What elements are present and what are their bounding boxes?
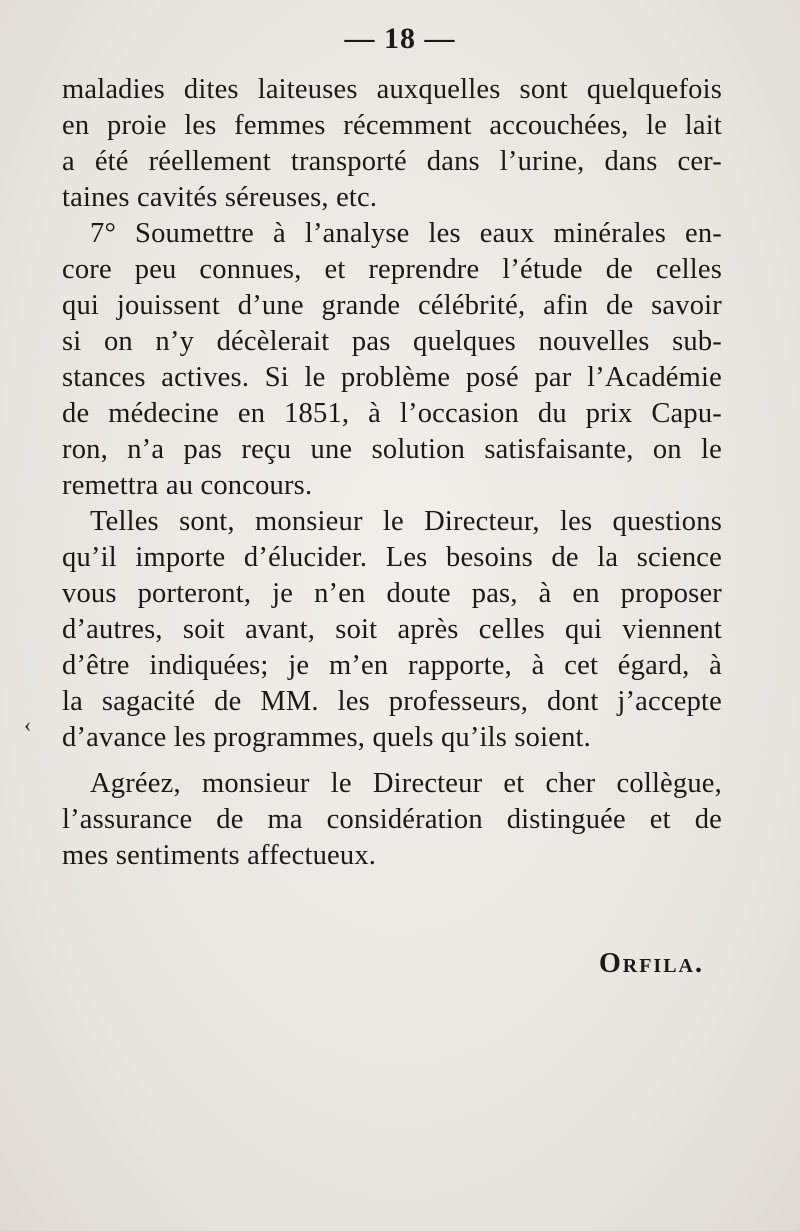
margin-mark: ‹ [24,712,32,737]
text-line: vous porteront, je n’en doute pas, à en proposer [62,578,722,609]
text-line: d’autres, soit avant, soit après celles qui viennent [62,614,722,645]
text-line: core peu connues, et reprendre l’étude de celles [62,254,722,285]
text-line: d’avance les programmes, quels qu’ils soient. [62,722,591,753]
text-line: Telles sont, monsieur le Directeur, les questions [90,506,722,537]
text-line: ron, n’a pas reçu une solution satisfaisante, on le [62,434,722,465]
text-line: si on n’y décèlerait pas quelques nouvelles sub- [62,326,722,357]
text-line: mes sentiments affectueux. [62,840,377,871]
paragraph-questions [62,504,722,756]
text-line: de médecine en 1851, à l’occasion du prix Capu- [62,398,722,429]
paragraph-item-7 [62,216,722,504]
text-line: a été réellement transporté dans l’urine, dans cer- [62,146,722,177]
text-line: Agréez, monsieur le Directeur et cher collègue, [90,768,722,799]
text-line: stances actives. Si le problème posé par l’Académie [62,362,722,393]
paragraph-continuation [62,72,722,216]
text-line: taines cavités séreuses, etc. [62,182,378,213]
paragraph-closing [62,766,722,874]
text-line: qu’il importe d’élucider. Les besoins de la science [62,542,722,573]
text-line: en proie les femmes récemment accouchées, le lait [62,110,722,141]
text-line: la sagacité de MM. les professeurs, dont j’accepte [62,686,722,717]
text-line: d’être indiquées; je m’en rapporte, à cet égard, à [62,650,722,681]
text-line: l’assurance de ma considération distinguée et de [62,804,722,835]
body-text [62,72,722,874]
signature: Orfila. [598,948,704,979]
page-number: — 18 — [344,22,456,55]
text-line: remettra au concours. [62,470,313,501]
text-line: 7° Soumettre à l’analyse les eaux minérales en- [90,218,722,249]
text-line: maladies dites laiteuses auxquelles sont quelquefois [62,74,722,105]
text-line: qui jouissent d’une grande célébrité, afin de savoir [62,290,722,321]
